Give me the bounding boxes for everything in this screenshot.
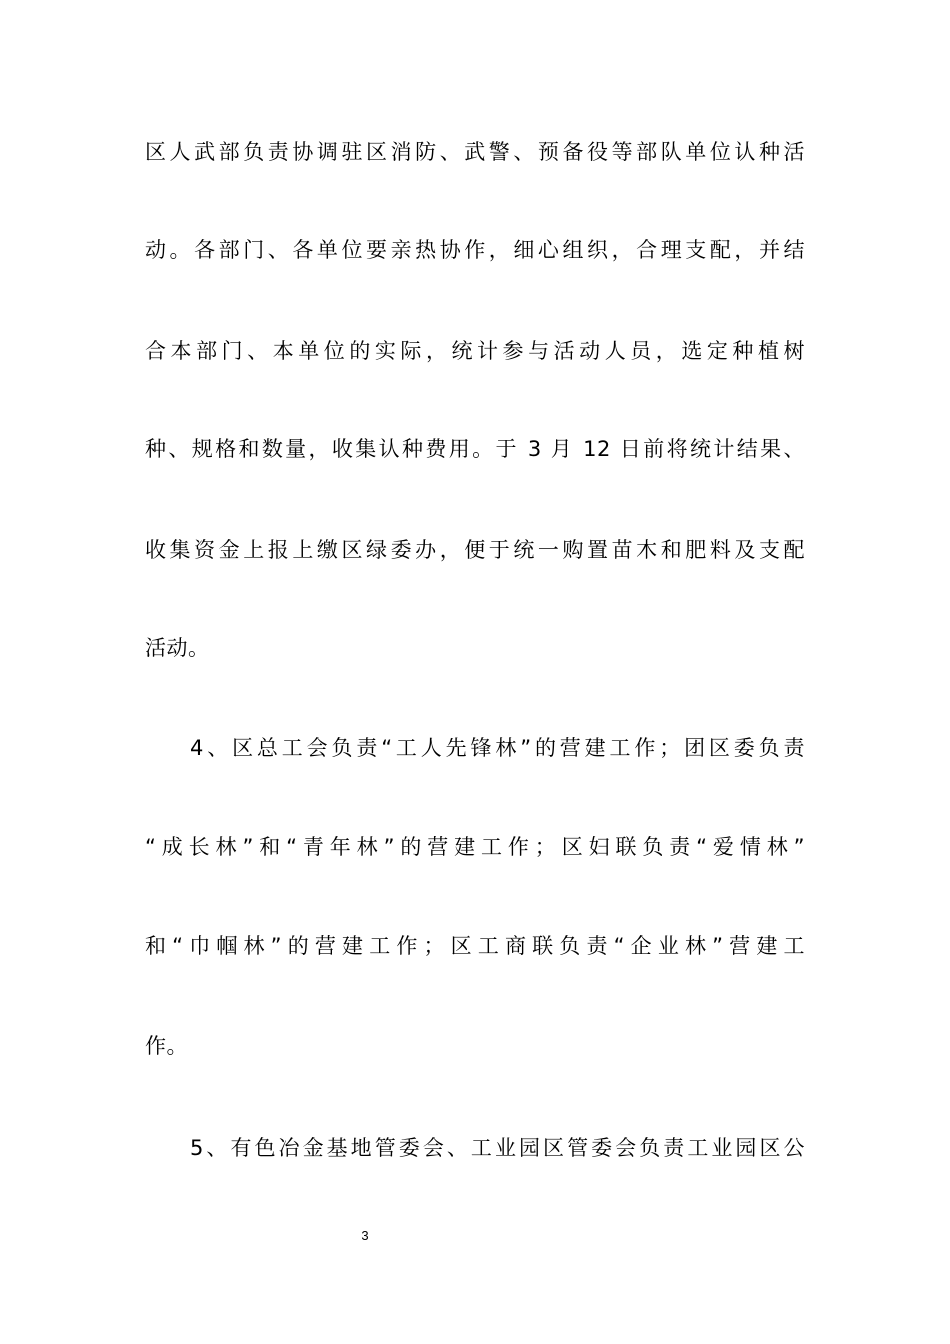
paragraph-line: 4、区总工会负责“工人先锋林”的营建工作；团区委负责: [190, 736, 805, 760]
paragraph-line: 活动。: [145, 636, 210, 660]
paragraph-line: 种、规格和数量，收集认种费用。于 3 月 12 日前将统计结果、: [145, 437, 805, 461]
paragraph-line: 作。: [145, 1034, 188, 1058]
paragraph-line: “成长林”和“青年林”的营建工作；区妇联负责“爱情林”: [145, 835, 805, 859]
page-number: 3: [361, 1228, 369, 1243]
paragraph-line: 区人武部负责协调驻区消防、武警、预备役等部队单位认种活: [145, 140, 805, 164]
paragraph-line: 合本部门、本单位的实际，统计参与活动人员，选定种植树: [145, 339, 805, 363]
paragraph-line: 动。各部门、各单位要亲热协作，细心组织，合理支配，并结: [145, 238, 805, 262]
paragraph-line: 收集资金上报上缴区绿委办，便于统一购置苗木和肥料及支配: [145, 538, 805, 562]
paragraph-line: 和“巾帼林”的营建工作；区工商联负责“企业林”营建工: [145, 934, 805, 958]
paragraph-line: 5、有色冶金基地管委会、工业园区管委会负责工业园区公: [190, 1136, 805, 1160]
